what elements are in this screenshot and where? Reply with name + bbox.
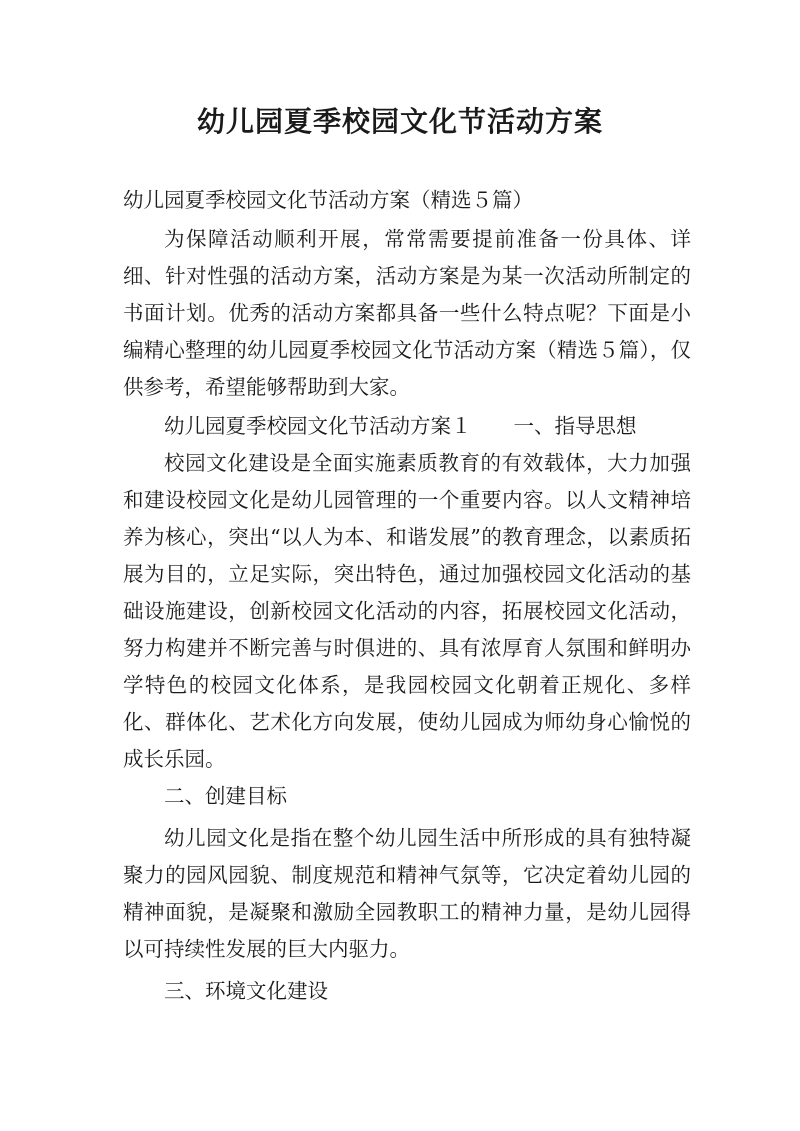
guiding-paragraph: 校园文化建设是全面实施素质教育的有效载体，大力加强和建设校园文化是幼儿园管理的一个重要内容。以人文精神培养为核心，突出“以人为本、和谐发展”的教育理念，以素质拓展为目的，立足实际，突出特色，通过加强校园文化活动的基础设施建设，创新校园文化活动的内容，拓展校园文化活动，努力构建并不断完善与时俱进的、具有浓厚育人氛围和鲜明办学特色的校园文化体系，是我园校园文化朝着正规化、多样化、群体化、艺术化方向发展，使幼儿园成为师幼身心愉悦的成长乐园。 [123,451,691,771]
environment-heading: 三、环境文化建设 [164,979,328,1003]
document-subtitle: 幼儿园夏季校园文化节活动方案（精选５篇） [123,188,533,212]
document-body [123,182,691,1010]
document-title: 幼儿园夏季校园文化节活动方案 [196,105,603,138]
section-1-heading-line [123,408,691,445]
section-1-subheading: 一、指导思想 [513,414,637,438]
section-1-heading: 幼儿园夏季校园文化节活动方案１ [164,414,472,438]
goal-paragraph: 幼儿园文化是指在整个幼儿园生活中所形成的具有独特凝聚力的园风园貌、制度规范和精神气氛等，它决定着幼儿园的精神面貌，是凝聚和激励全园教职工的精神力量，是幼儿园得以可持续性发展的巨大内驱力。 [123,826,691,961]
goal-heading: 二、创建目标 [164,784,287,808]
intro-paragraph: 为保障活动顺利开展，常常需要提前准备一份具体、详细、针对性强的活动方案，活动方案是为某一次活动所制定的书面计划。优秀的活动方案都具备一些什么特点呢？下面是小编精心整理的幼儿园夏季校园文化节活动方案（精选５篇），仅供参考，希望能够帮助到大家。 [123,227,691,399]
